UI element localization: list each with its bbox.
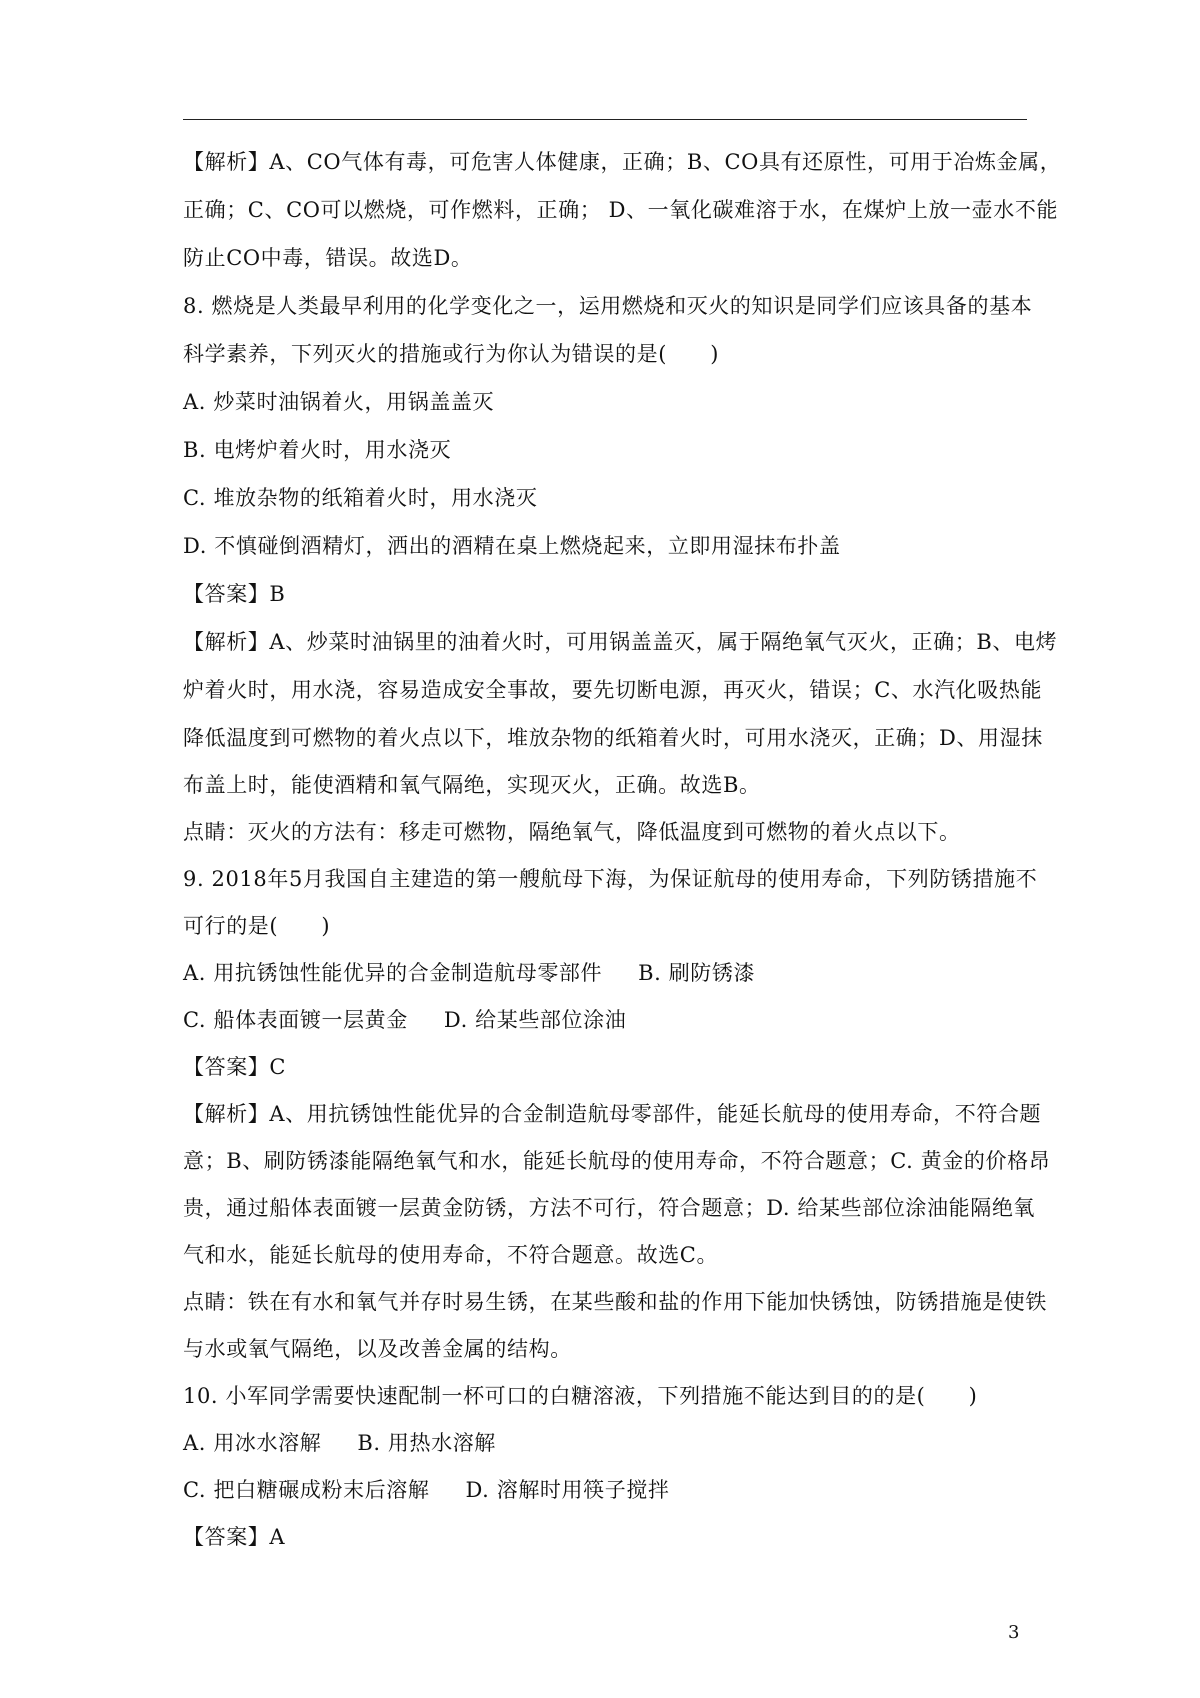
q10-answer: 【答案】A xyxy=(183,1525,286,1549)
q9-analysis-line-2: 意；B、刷防锈漆能隔绝氧气和水，能延长航母的使用寿命，不符合题意；C. 黄金的价格昂 xyxy=(183,1149,1051,1173)
q10-options-ab xyxy=(183,1420,1033,1467)
q9-stem-line-2: 可行的是( ) xyxy=(183,914,331,938)
q9-answer: 【答案】C xyxy=(183,1055,287,1079)
q10-option-c: C. 把白糖碾成粉末后溶解 xyxy=(183,1478,430,1502)
q8-analysis-line-2: 炉着火时，用水浇，容易造成安全事故，要先切断电源，再灭火，错误；C、水汽化吸热能 xyxy=(183,678,1043,702)
q9-analysis-line-3: 贵，通过船体表面镀一层黄金防锈，方法不可行，符合题意；D. 给某些部位涂油能隔绝氧 xyxy=(183,1196,1036,1220)
q9-option-b: B. 刷防锈漆 xyxy=(638,961,756,985)
q9-tip-line-2: 与水或氧气隔绝，以及改善金属的结构。 xyxy=(183,1337,572,1361)
q8-analysis-line-1: 【解析】A、炒菜时油锅里的油着火时，可用锅盖盖灭，属于隔绝氧气灭火，正确；B、电烤 xyxy=(183,630,1058,654)
q8-stem-line-1: 8. 燃烧是人类最早利用的化学变化之一，运用燃烧和灭火的知识是同学们应该具备的基本 xyxy=(183,294,1033,318)
q7-analysis-line-3: 防止CO中毒，错误。故选D。 xyxy=(183,246,473,270)
page-content xyxy=(183,138,1062,1561)
q8-analysis-line-3: 降低温度到可燃物的着火点以下，堆放杂物的纸箱着火时，可用水浇灭，正确；D、用湿抹 xyxy=(183,726,1043,750)
q10-option-d: D. 溶解时用筷子搅拌 xyxy=(465,1478,670,1502)
q7-analysis-line-2: 正确；C、CO可以燃烧，可作燃料，正确； D、一氧化碳难溶于水，在煤炉上放一壶水不能 xyxy=(183,198,1059,222)
header-rule xyxy=(183,119,1027,120)
q9-option-c: C. 船体表面镀一层黄金 xyxy=(183,1008,408,1032)
q9-stem-line-1: 9. 2018年5月我国自主建造的第一艘航母下海，为保证航母的使用寿命，下列防锈措施不 xyxy=(183,867,1038,891)
q8-option-a: A. 炒菜时油锅着火，用锅盖盖灭 xyxy=(183,390,495,414)
q9-option-d: D. 给某些部位涂油 xyxy=(443,1008,627,1032)
q7-analysis-line-1: 【解析】A、CO气体有毒，可危害人体健康，正确；B、CO具有还原性，可用于冶炼金属， xyxy=(183,150,1062,174)
q9-options-cd xyxy=(183,997,1033,1044)
q8-stem-line-2: 科学素养，下列灭火的措施或行为你认为错误的是( ) xyxy=(183,342,719,366)
q9-tip-line-1: 点睛：铁在有水和氧气并存时易生锈，在某些酸和盐的作用下能加快锈蚀，防锈措施是使铁 xyxy=(183,1290,1047,1314)
q9-analysis-line-4: 气和水，能延长航母的使用寿命，不符合题意。故选C。 xyxy=(183,1243,719,1267)
q9-options-ab xyxy=(183,950,1033,997)
q9-analysis-line-1: 【解析】A、用抗锈蚀性能优异的合金制造航母零部件，能延长航母的使用寿命，不符合题 xyxy=(183,1102,1042,1126)
q8-tip: 点睛：灭火的方法有：移走可燃物，隔绝氧气，降低温度到可燃物的着火点以下。 xyxy=(183,820,961,844)
q8-option-c: C. 堆放杂物的纸箱着火时，用水浇灭 xyxy=(183,486,538,510)
q8-option-d: D. 不慎碰倒酒精灯，洒出的酒精在桌上燃烧起来，立即用湿抹布扑盖 xyxy=(183,534,841,558)
q10-option-b: B. 用热水溶解 xyxy=(357,1431,496,1455)
q10-stem: 10. 小军同学需要快速配制一杯可口的白糖溶液，下列措施不能达到目的的是( ) xyxy=(183,1384,978,1408)
q10-option-a: A. 用冰水溶解 xyxy=(183,1431,322,1455)
q8-option-b: B. 电烤炉着火时，用水浇灭 xyxy=(183,438,452,462)
q8-analysis-line-4: 布盖上时，能使酒精和氧气隔绝，实现灭火，正确。故选B。 xyxy=(183,773,761,797)
q8-answer: 【答案】B xyxy=(183,582,286,606)
page-number: 3 xyxy=(1008,1622,1020,1643)
q10-options-cd xyxy=(183,1467,1033,1514)
q9-option-a: A. 用抗锈蚀性能优异的合金制造航母零部件 xyxy=(183,961,603,985)
